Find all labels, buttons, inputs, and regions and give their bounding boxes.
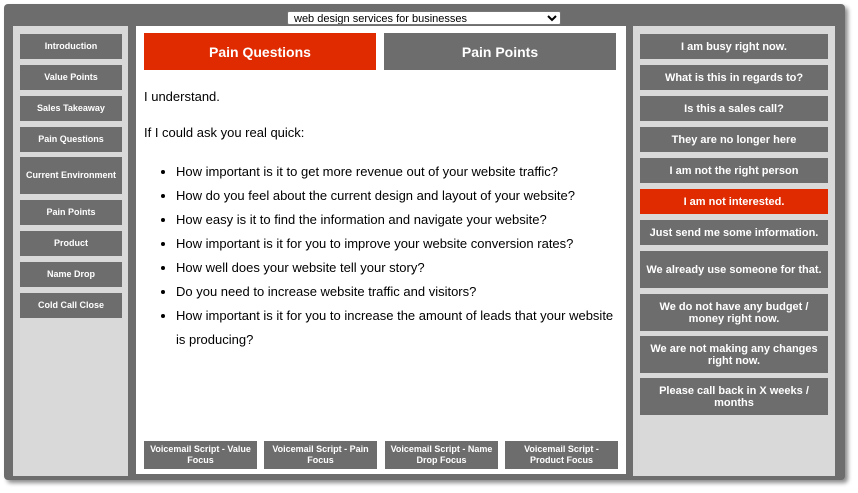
nav-cold-call-close-button[interactable]: Cold Call Close (20, 293, 122, 318)
list-item: • How important is it to get more revenue out of your website traffic? (176, 160, 618, 184)
service-select-wrapper (287, 9, 561, 23)
script-lead-text: If I could ask you real quick: (144, 125, 305, 140)
objection-busy-button[interactable]: I am busy right now. (640, 34, 828, 59)
right-sidebar (633, 26, 835, 476)
objection-already-use-someone-button[interactable]: We already use someone for that. (640, 251, 828, 288)
nav-sales-takeaway-button[interactable]: Sales Takeaway (20, 96, 122, 121)
objection-call-back-button[interactable]: Please call back in X weeks / months (640, 378, 828, 415)
list-item: • Do you need to increase website traffic and visitors? (176, 280, 618, 304)
objection-send-info-button[interactable]: Just send me some information. (640, 220, 828, 245)
objection-not-interested-button[interactable]: I am not interested. (640, 189, 828, 214)
objection-no-longer-here-button[interactable]: They are no longer here (640, 127, 828, 152)
nav-value-points-button[interactable]: Value Points (20, 65, 122, 90)
objection-no-budget-button[interactable]: We do not have any budget / money right now. (640, 294, 828, 331)
voicemail-value-focus-button[interactable]: Voicemail Script - Value Focus (144, 441, 257, 469)
objection-sales-call-button[interactable]: Is this a sales call? (640, 96, 828, 121)
list-item: • How important is it for you to improve your website conversion rates? (176, 232, 618, 256)
nav-pain-questions-button[interactable]: Pain Questions (20, 127, 122, 152)
objection-not-right-person-button[interactable]: I am not the right person (640, 158, 828, 183)
nav-introduction-button[interactable]: Introduction (20, 34, 122, 59)
script-intro-text: I understand. (144, 89, 220, 104)
objection-no-changes-button[interactable]: We are not making any changes right now. (640, 336, 828, 373)
list-item: • How do you feel about the current design and layout of your website? (176, 184, 618, 208)
nav-current-environment-button[interactable]: Current Environment (20, 157, 122, 194)
nav-product-button[interactable]: Product (20, 231, 122, 256)
main-panel (136, 26, 626, 474)
nav-pain-points-button[interactable]: Pain Points (20, 200, 122, 225)
questions-list (144, 160, 618, 352)
voicemail-product-focus-button[interactable]: Voicemail Script - Product Focus (505, 441, 618, 469)
left-sidebar (13, 26, 128, 476)
voicemail-pain-focus-button[interactable]: Voicemail Script - Pain Focus (264, 441, 377, 469)
service-select[interactable] (287, 11, 561, 25)
tab-pain-points[interactable]: Pain Points (384, 33, 616, 70)
list-item: • How important is it for you to increase the amount of leads that your website is producing? (176, 304, 618, 352)
list-item: • How well does your website tell your story? (176, 256, 618, 280)
objection-regards-button[interactable]: What is this in regards to? (640, 65, 828, 90)
voicemail-name-drop-focus-button[interactable]: Voicemail Script - Name Drop Focus (385, 441, 498, 469)
tab-pain-questions[interactable]: Pain Questions (144, 33, 376, 70)
nav-name-drop-button[interactable]: Name Drop (20, 262, 122, 287)
list-item: • How easy is it to find the information and navigate your website? (176, 208, 618, 232)
